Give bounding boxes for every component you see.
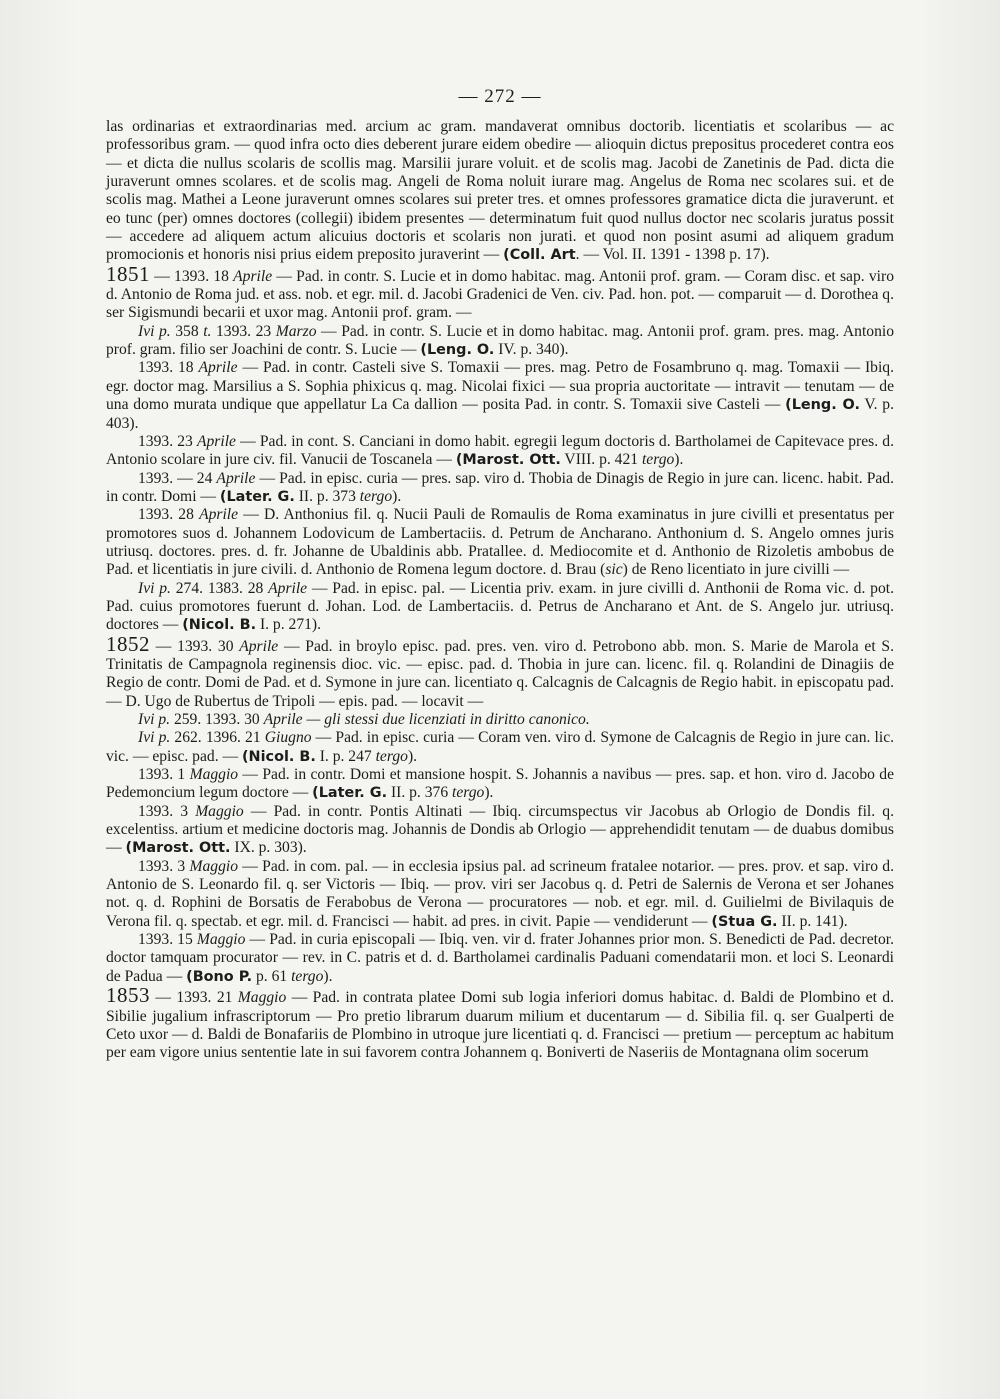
- paragraph: [106, 359, 894, 432]
- text-run: IX. p. 303).: [230, 839, 307, 857]
- paragraph: [106, 433, 894, 470]
- italic-run: Ivi p.: [138, 322, 171, 340]
- italic-run: Maggio: [189, 766, 239, 784]
- document-number: 1852: [106, 631, 150, 656]
- italic-run: Aprile: [199, 506, 239, 524]
- text-run: II. p. 373: [294, 487, 360, 505]
- text-run: V. p. 403).: [106, 396, 894, 432]
- italic-run: t.: [203, 322, 212, 340]
- page-number: — 272 —: [458, 86, 542, 107]
- source-citation: (Coll. Art: [503, 247, 576, 264]
- paragraph: [106, 931, 894, 986]
- source-citation: (Nicol. B.: [182, 617, 257, 634]
- italic-run: Maggio: [237, 989, 287, 1007]
- text-run: 1393. 28: [138, 506, 200, 524]
- paragraph: [106, 729, 894, 766]
- paragraph: [106, 711, 894, 729]
- italic-run: Ivi p.: [138, 711, 171, 728]
- paragraph: [106, 506, 894, 579]
- italic-run: Giugno: [264, 729, 312, 747]
- text-run: 1393. — 24: [138, 469, 217, 487]
- text-run: — Pad. in contr. Casteli sive S. Tomaxii — pres. mag. Petro de Fosambruno q. mag. Tomaxii — Ibiq. egr. doctor mag. Marsilius a S. Sophia phixicus q. mag. Nicolai fixici — sua propria auctoritate — intravit — tenutam — de una domo murata undique que appellatur La Ca dallion — posita Pad. in contr. S. Tomaxii sive Casteli —: [106, 359, 894, 414]
- text-run: — 1393. 21: [150, 989, 238, 1007]
- italic-run: tergo: [375, 747, 408, 765]
- source-citation: (Stua G.: [711, 913, 778, 930]
- text-run: II. p. 376: [387, 784, 453, 802]
- source-citation: (Later. G.: [312, 785, 388, 802]
- source-citation: (Marost. Ott.: [455, 452, 561, 469]
- italic-run: tergo: [359, 487, 393, 505]
- paragraph: [106, 580, 894, 635]
- italic-run: Aprile: [268, 579, 308, 597]
- text-run: ).: [674, 451, 684, 469]
- text-run: . — Vol. II. 1391 - 1398 p. 17).: [575, 246, 770, 264]
- source-citation: (Leng. O.: [785, 397, 860, 414]
- paragraph: [106, 118, 894, 265]
- text-run: — D. Anthonius fil. q. Nucii Pauli de Romaulis de Roma examinatus in jure civilli et presentatus per promotores suos d. Johannem Lodovicum de Lambertaciis. d. Petrum de Ancharano. Anthonium d. S. Angelo omnes juris utriusq. doctores. pres. d. fr. Johanne de Ubaldinis abb. Pratallee. d. Mediocomite et d. Anthonio de Rizoletis ambobus de Pad. et licentiatis in jure civili. d. Anthonio de Romena legum doctore. d. Brau (: [106, 506, 894, 579]
- text-run: — Pad. in curia episcopali — Ibiq. ven. vir d. frater Johannes prior mon. S. Benedicti de Pad. decretor. doctor tamquam procurator — rev. in C. patris et d. d. Bartholamei cardinalis Paduani comendatarii mon. et loci S. Leonardi de Padua —: [106, 931, 895, 985]
- text-run: 262. 1396. 21: [170, 729, 265, 747]
- document-entry: [106, 261, 894, 323]
- italic-run: Aprile: [239, 637, 279, 655]
- italic-run: tergo: [641, 451, 675, 469]
- text-run: — Pad. in contr. Pontis Altinati — Ibiq. circumspectus vir Jacobus ab Orlogio de Dondis fil. q. excelentiss. artium et medicine doctoris mag. Johannis de Dondis ab Orlogio — apprehendidit tenutam — de duabus domibus —: [106, 802, 894, 857]
- document-entry: [106, 983, 894, 1062]
- text-run: — Pad. in contr. S. Lucie et in domo habitac. mag. Antonii prof. gram. pres. mag. Antonio prof. gram. filio ser Joachini de contr. S. Lucie —: [106, 322, 895, 359]
- text-run: — Pad. in broylo episc. pad. pres. ven. viro d. Petrobono abb. mon. S. Marie de Marola et S. Trinitatis de Campagnola reginensis dioc. vic. — episc. pad. d. Thobia in jure can. licenc. fil. q. Rolandini de Dinagiis de Regio de contr. Domi de Pad. et d. Symone in jure can. licentiato q. Calcagnis de Calcagnis de Regio habit. in episcopatu pad. — D. Ugo de Rubertus de Tripoli — epis. pad. — locavit —: [106, 637, 894, 710]
- text-run: — Pad. in cont. S. Canciani in domo habit. egregii legum doctoris d. Bartholamei de Capitevace pres. d. Antonio scolare in jure civ. fil. Vanucii de Toscanela —: [106, 432, 894, 469]
- source-citation: (Leng. O.: [420, 342, 495, 359]
- italic-run: tergo: [452, 784, 485, 802]
- italic-run: Aprile: [196, 432, 236, 450]
- text-run: — 1393. 18: [150, 267, 234, 285]
- text-run: las ordinarias et extraordinarias med. arcium ac gram. mandaverat omnibus doctorib. licentiatis et scolaribus — ac professoribus gram. — quod infra octo dies deberent jurare eidem obedire — alioquin dictus prepositus procederet contra eos — et dicta die nullus scolaris de scollis mag. Marsilii jurare voluit. et de scolis mag. Jacobi de Zanetinis de Pad. dicta die juraverunt omnes scolares. et de scolis mag. Angeli de Roma noluit iurare mag. Angelus de Roma nec scolares sui. et de scolis mag. Mathei a Leone juraverunt omnes scolares sui preter tres. et omnes professores gramatice dicta die juraverunt. et eo tunc (per) omnes doctores (collegii) ibidem presentes — determinatum fuit quod nullus doctor nec scolaris juratus possit — accedere ad aliquem actum alicuius doctoris et scolaris non jurati. et quod non posint asumi ad aliquem gradum promocionis et honoris nisi prius eidem preposito juraverint —: [106, 118, 894, 264]
- text-run: 274. 1383. 28: [170, 579, 269, 597]
- text-run: — Pad. in episc. curia — pres. sap. viro d. Thobia de Dinagis de Regio in jure can. licenc. habit. Pad. in contr. Domi —: [106, 469, 894, 505]
- paragraph: [106, 766, 894, 803]
- text-run: 1393. 23: [138, 432, 197, 450]
- italic-run: Aprile: [216, 469, 256, 487]
- text-run: VIII. p. 421: [560, 451, 642, 469]
- italic-run: tergo: [291, 967, 324, 985]
- text-run: 259. 1393. 30: [170, 711, 264, 728]
- text-run: I. p. 247: [315, 747, 376, 765]
- text-run: 1393. 1: [138, 766, 190, 784]
- document-entry: [106, 631, 894, 711]
- document-number: 1853: [106, 983, 150, 1008]
- text-run: — Pad. in contrata platee Domi sub logia inferiori domus habitac. d. Baldi de Plombino et d. Sibilie jugalium infrascriptorum — Pro pretio librarum duarum milium et ducentarum — d. Sibilia fil. q. ser Gualperti de Ceto uxor — d. Baldi de Bonafariis de Plombino in utroque jure licentiati q. d. Francisci — pretium — perceptum ac habitum per eam vigore unius sententie late in sui favorem contra Johannem q. Boniverti de Naseriis de Montagnana olim socerum: [106, 989, 894, 1062]
- italic-run: Ivi p.: [138, 729, 171, 747]
- paragraph: [106, 323, 894, 360]
- italic-run: Aprile: [233, 267, 273, 285]
- text-run: — Pad. in contr. Domi et mansione hospit. S. Johannis a navibus — pres. sap. et hon. viro d. Jacobo de Pedemoncium legum doctore —: [106, 766, 894, 802]
- italic-run: Maggio: [195, 802, 244, 820]
- text-run: 1393. 3: [138, 857, 190, 875]
- text-run: I. p. 271).: [256, 616, 322, 634]
- text-run: 1393. 23: [211, 322, 276, 340]
- text-run: — Pad. in episc. pal. — Licentia priv. exam. in jure civilli d. Anthonii de Roma vic. d. pot. Pad. cuius promotores fuerunt d. Johan. Lod. de Lambertaciis. d. Petrus de Ancharano et Ant. de S. Angelo jur. utriusq. doctores —: [106, 579, 895, 634]
- text-run: ).: [484, 784, 494, 802]
- text-run: II. p. 141).: [777, 912, 848, 930]
- text-run: — Pad. in contr. S. Lucie et in domo habitac. mag. Antonii prof. gram. — Coram disc. et sap. viro d. Antonio de Roma jud. et ass. nob. et egr. mil. d. Jacobi Gradenici de Ven. civ. Pad. hon. pot. — comparuit — d. Dorothea q. ser Sigismundi becarii et uxor mag. Antonii prof. gram. —: [106, 267, 894, 322]
- document-number: 1851: [106, 261, 150, 286]
- source-citation: (Bono P.: [186, 968, 253, 985]
- italic-run: sic: [605, 561, 623, 579]
- paragraph: [106, 803, 894, 858]
- source-citation: (Marost. Ott.: [125, 840, 231, 857]
- text-run: 1393. 18: [138, 359, 199, 377]
- text-run: 1393. 15: [138, 931, 197, 949]
- italic-run: Aprile — gli stessi due licenziati in diritto canonico.: [263, 711, 590, 728]
- text-run: — 1393. 30: [150, 637, 240, 655]
- text-run: ).: [323, 967, 333, 985]
- text-run: p. 61: [252, 967, 292, 985]
- text-run: 1393. 3: [138, 802, 196, 820]
- source-citation: (Nicol. B.: [241, 748, 316, 765]
- italic-run: Marzo: [275, 322, 317, 340]
- text-run: ).: [407, 747, 418, 765]
- paragraph: [106, 470, 894, 507]
- text-run: ) de Reno licentiato in jure civilli —: [622, 561, 850, 579]
- paragraph: [106, 858, 894, 931]
- text-run: — Pad. in episc. curia — Coram ven. viro d. Symone de Calcagnis de Regio in jure can. lic. vic. — episc. pad. —: [106, 729, 895, 765]
- text-run: — Pad. in com. pal. — in ecclesia ipsius pal. ad scrineum fratalee notarior. — pres. prov. et sap. viro d. Antonio de S. Leonardo fil. q. ser Victoris — Ibiq. — prov. viri ser Jacobus q. d. Petri de Salernis de Verona et ser Johanes not. q. d. Rophini de Borsatis de Ferabobus de Verona — procuratores — nob. et egr. mil. d. Guilielmi de Bivilaquis de Verona fil. q. spectab. et egr. mil. d. Francisci — habit. ad pres. in civit. Papie — vendiderunt —: [106, 857, 894, 930]
- italic-run: Aprile: [198, 359, 238, 377]
- text-run: IV. p. 340).: [494, 341, 569, 359]
- italic-run: Maggio: [196, 931, 246, 949]
- text-run: ).: [392, 487, 402, 505]
- text-run: 358: [170, 322, 204, 340]
- italic-run: Ivi p.: [138, 579, 171, 597]
- italic-run: Maggio: [189, 857, 238, 875]
- source-citation: (Later. G.: [219, 488, 295, 505]
- document-body: [106, 118, 894, 1063]
